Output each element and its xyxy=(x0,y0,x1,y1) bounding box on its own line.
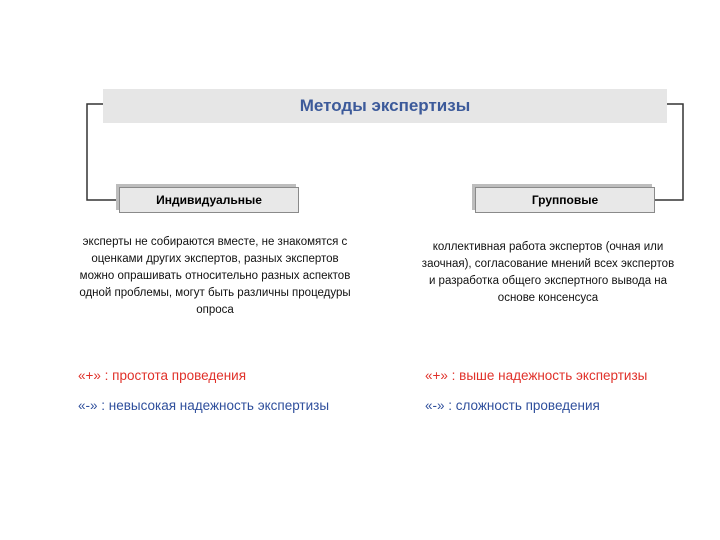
individual-description: эксперты не собираются вместе, не знакомятся с оценками других экспертов, разных экспертов можно опрашивать относительно разных аспектов одной проблемы, могут быть различны процедуры опроса xyxy=(79,236,351,316)
individual-disadvantage: «-» : невысокая надежность экспертизы xyxy=(78,398,330,413)
group-advantage: «+» : выше надежность экспертизы xyxy=(425,368,648,383)
group-methods-box: Групповые xyxy=(475,187,655,213)
diagram-title: Методы экспертизы xyxy=(103,89,667,123)
individual-methods-box: Индивидуальные xyxy=(119,187,299,213)
individual-advantage: «+» : простота проведения xyxy=(78,368,247,383)
group-description: коллективная работа экспертов (очная или заочная), согласование мнений всех экспертов и разработка общего экспертного вывода на основе консенсуса xyxy=(421,241,675,304)
group-disadvantage: «-» : сложность проведения xyxy=(425,398,600,413)
